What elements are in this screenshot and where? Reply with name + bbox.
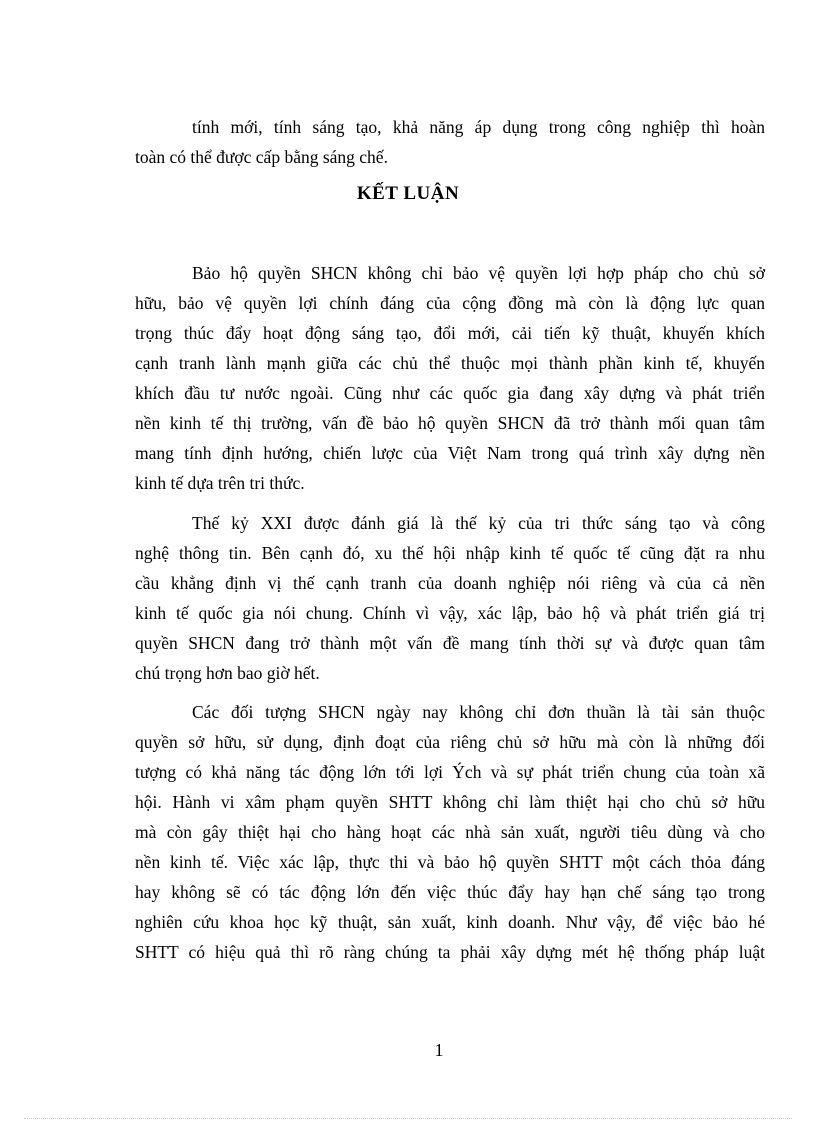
paragraph-2: [135, 508, 765, 688]
text-line: nền kinh tế thị trường, vấn đề bảo hộ quyền SHCN đã trở thành mối quan tâm: [135, 413, 765, 433]
section-title: KẾT LUẬN: [356, 183, 460, 204]
text-line: hội. Hành vi xâm phạm quyền SHTT không chỉ làm thiệt hại cho chủ sở hữu: [135, 792, 765, 812]
continuation-paragraph: [135, 112, 765, 172]
page-bottom-edge: [24, 1118, 792, 1119]
text-line: nền kinh tế. Việc xác lập, thực thi và bảo hộ quyền SHTT một cách thỏa đáng: [135, 852, 765, 872]
text-line: hay không sẽ có tác động lớn đến việc thúc đẩy hay hạn chế sáng tạo trong: [135, 882, 765, 902]
paragraph-1: [135, 258, 765, 498]
text-line: hữu, bảo vệ quyền lợi chính đáng của cộng đồng mà còn là động lực quan: [135, 293, 765, 313]
text-line: mà còn gây thiệt hại cho hàng hoạt các nhà sản xuất, người tiêu dùng và cho: [135, 822, 765, 842]
text-line: Bảo hộ quyền SHCN không chỉ bảo vệ quyền lợi hợp pháp cho chủ sở: [192, 263, 765, 283]
text-line: trọng thúc đẩy hoạt động sáng tạo, đổi mới, cải tiến kỹ thuật, khuyến khích: [135, 323, 765, 343]
page-number: 1: [434, 1040, 444, 1060]
text-line: Các đối tượng SHCN ngày nay không chỉ đơn thuần là tài sản thuộc: [192, 702, 765, 722]
text-line: toàn có thể được cấp bằng sáng chế.: [135, 147, 388, 167]
paragraph-3: [135, 697, 765, 967]
text-line: Thế kỷ XXI được đánh giá là thế kỷ của tri thức sáng tạo và công: [192, 513, 765, 533]
text-line: nghệ thông tin. Bên cạnh đó, xu thế hội nhập kinh tế quốc tế cũng đặt ra nhu: [135, 543, 765, 563]
text-line: quyền sở hữu, sử dụng, định đoạt của riêng chủ sở hữu mà còn là những đối: [135, 732, 765, 752]
text-line: nghiên cứu khoa học kỹ thuật, sản xuất, kinh doanh. Như vậy, để việc bảo hé: [135, 912, 765, 932]
text-line: tính mới, tính sáng tạo, khả năng áp dụng trong công nghiệp thì hoàn: [192, 117, 765, 137]
text-line: cạnh tranh lành mạnh giữa các chủ thể thuộc mọi thành phần kinh tế, khuyến: [135, 353, 765, 373]
text-line: quyền SHCN đang trở thành một vấn đề mang tính thời sự và được quan tâm: [135, 633, 765, 653]
text-line: kinh tế dựa trên tri thức.: [135, 473, 305, 493]
text-line: chú trọng hơn bao giờ hết.: [135, 663, 320, 683]
text-line: kinh tế quốc gia nói chung. Chính vì vậy, xác lập, bảo hộ và phát triển giá trị: [135, 603, 765, 623]
text-line: khích đầu tư nước ngoài. Cũng như các quốc gia đang xây dựng và phát triển: [135, 383, 765, 403]
text-line: tượng có khả năng tác động lớn tới lợi Ých và sự phát triển chung của toàn xã: [135, 762, 765, 782]
text-line: SHTT có hiệu quả thì rõ ràng chúng ta phải xây dựng mét hệ thống pháp luật: [135, 942, 765, 962]
text-line: mang tính định hướng, chiến lược của Việt Nam trong quá trình xây dựng nền: [135, 443, 765, 463]
text-line: cầu khẳng định vị thế cạnh tranh của doanh nghiệp nói riêng và của cả nền: [135, 573, 765, 593]
